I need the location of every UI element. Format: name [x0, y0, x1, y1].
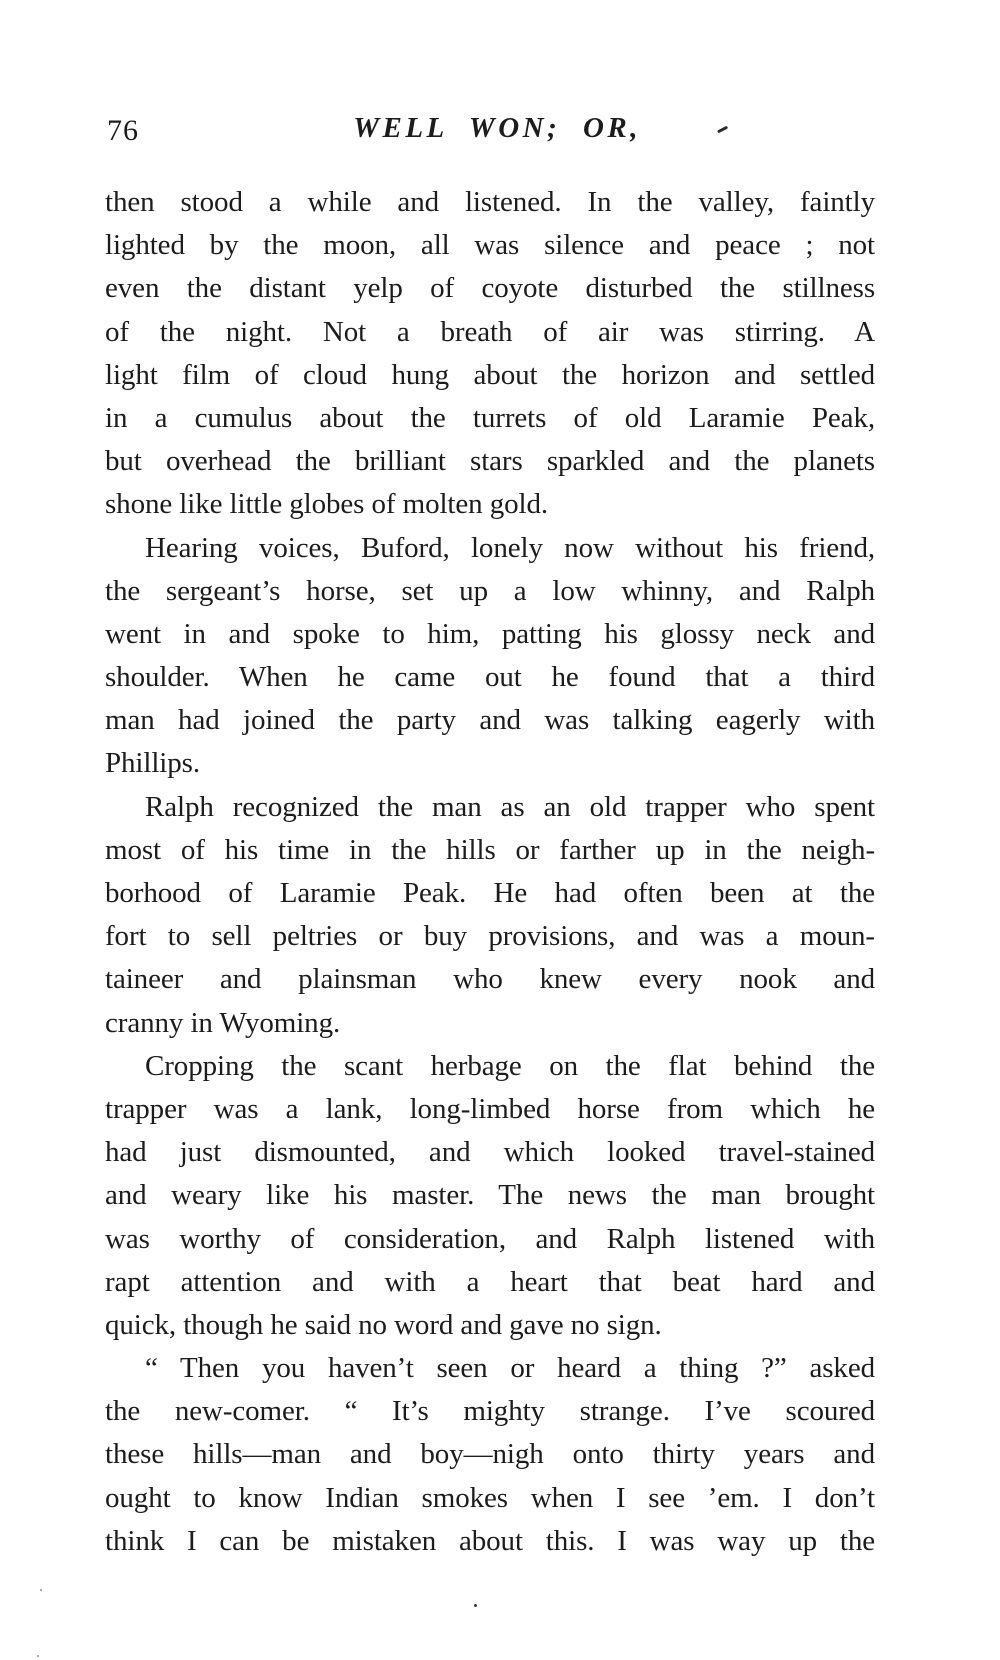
- scan-speck: [37, 1655, 39, 1657]
- text-line: shone like little globes of molten gold.: [105, 488, 549, 521]
- paragraph: [105, 1347, 875, 1563]
- text-line: most of his time in the hills or farther up in the neigh-: [105, 833, 875, 866]
- running-title: WELL WON; OR,: [353, 112, 642, 144]
- scan-speck: [474, 1604, 477, 1607]
- text-line: think I can be mistaken about this. I was way up the: [105, 1524, 875, 1557]
- paragraph: [105, 181, 875, 527]
- text-line: but overhead the brilliant stars sparkled and the planets: [105, 445, 875, 478]
- text-line: man had joined the party and was talking eagerly with: [105, 704, 875, 737]
- text-line: even the distant yelp of coyote disturbed the stillness: [105, 272, 875, 305]
- paragraph: [105, 786, 875, 1045]
- text-line: shoulder. When he came out he found that a third: [105, 661, 875, 694]
- page-header: [0, 112, 1000, 156]
- text-line: Ralph recognized the man as an old trapper who spent: [145, 790, 875, 823]
- text-line: trapper was a lank, long-limbed horse from which he: [105, 1092, 875, 1125]
- text-line: the sergeant’s horse, set up a low whinny, and Ralph: [105, 574, 875, 607]
- text-line: in a cumulus about the turrets of old Laramie Peak,: [105, 401, 875, 434]
- text-line: rapt attention and with a heart that beat hard and: [105, 1265, 875, 1298]
- text-line: had just dismounted, and which looked travel-stained: [105, 1136, 875, 1169]
- text-line: borhood of Laramie Peak. He had often been at the: [105, 877, 875, 909]
- page-number: 76: [107, 114, 139, 147]
- page-body: [105, 181, 875, 1563]
- paragraph: [105, 1045, 875, 1347]
- text-line: these hills—man and boy—nigh onto thirty years and: [105, 1438, 875, 1471]
- text-line: and weary like his master. The news the man brought: [105, 1179, 875, 1212]
- text-line: lighted by the moon, all was silence and peace ; not: [105, 229, 875, 262]
- text-line: cranny in Wyoming.: [105, 1006, 341, 1039]
- scan-speck: [40, 1589, 42, 1591]
- text-line: taineer and plainsman who knew every nook and: [105, 963, 875, 996]
- text-line: light film of cloud hung about the horizon and settled: [105, 358, 875, 391]
- text-line: “ Then you haven’t seen or heard a thing ?” asked: [145, 1352, 875, 1385]
- text-line: Hearing voices, Buford, lonely now without his friend,: [145, 531, 875, 564]
- text-line: quick, though he said no word and gave no sign.: [105, 1308, 662, 1341]
- text-line: ought to know Indian smokes when I see ’em. I don’t: [105, 1481, 875, 1514]
- text-line: fort to sell peltries or buy provisions, and was a moun-: [105, 920, 875, 953]
- text-line: went in and spoke to him, patting his glossy neck and: [105, 617, 875, 650]
- text-line: the new-comer. “ It’s mighty strange. I’ve scoured: [105, 1395, 875, 1428]
- text-line: Phillips.: [105, 747, 200, 780]
- text-line: then stood a while and listened. In the valley, faintly: [105, 186, 875, 218]
- text-line: was worthy of consideration, and Ralph listened with: [105, 1222, 875, 1255]
- scan-tick-mark: [717, 126, 728, 133]
- text-line: of the night. Not a breath of air was stirring. A: [105, 315, 875, 348]
- paragraph: [105, 527, 875, 786]
- text-line: Cropping the scant herbage on the flat behind the: [145, 1049, 875, 1082]
